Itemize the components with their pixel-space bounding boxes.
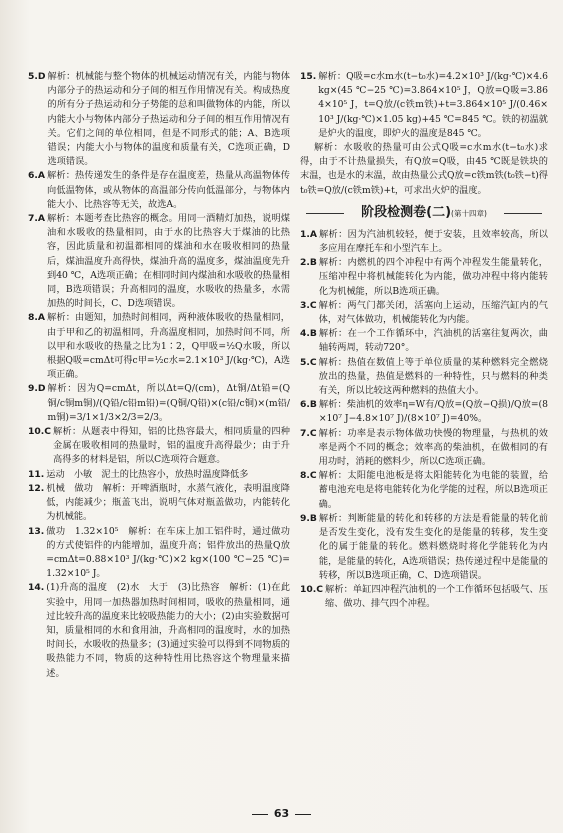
answer-6: 6.A 解析：热传递发生的条件是存在温度差，热量从高温物体传向低温物体，或从物体的高温部分传向低温部分，与物体内能大小、比热容等无关，故选A。 [28, 170, 290, 210]
stage-answer-5: 5.C 解析：热值在数值上等于单位质量的某种燃料完全燃烧放出的热量，热值是燃料的一种特性，只与燃料的种类有关，所以比较这两种燃料的热值大小。 [300, 356, 548, 397]
answer-7: 7.A 解析：本题考查比热容的概念。用同一酒精灯加热，说明煤油和水吸收的热量相同，由于水的比热容大于煤油的比热容，因此质量和初温都相同的煤油和水在吸收相同的热量后，煤油温度升高得快，煤油升高的温度多，煤油温度先升到40 ℃，A选项正确；在相同时间内煤油和水吸收的热量相同，B选项错误；升高相同的温度，水吸收的热量多，水需加热的时间长，C、D选项错误。 [28, 213, 290, 310]
answer-10: 10.C 解析：从题表中得知，铝的比热容最大，相同质量的四种金属在吸收相同的热量时，铝的温度升高得最少；由于升高得多的材料是铝，所以C选项符合题意。 [28, 426, 290, 466]
answer-12: 12. 机械 做功 解析：开啤酒瓶时，水蒸气液化，表明温度降低，内能减少；瓶盖飞出，说明气体对瓶盖做功，内能转化为机械能。 [28, 482, 290, 523]
stage-answer-8: 8.C 解析：太阳能电池板是将太阳能转化为电能的装置，给蓄电池充电是将电能转化为化学能的过程，所以B选项正确。 [300, 470, 548, 510]
page-number-dash-right [295, 814, 311, 815]
stage-answer-2: 2.B 解析：内燃机的四个冲程中有两个冲程发生能量转化，压缩冲程中将机械能转化为内能，做功冲程中将内能转化为机械能，所以B选项正确。 [300, 257, 548, 297]
right-column [300, 70, 548, 611]
stage-answer-10: 10.C 解析：单缸四冲程汽油机的一个工作循环包括吸气、压缩、做功、排气四个冲程。 [300, 583, 548, 610]
stage-answer-9: 9.B 解析：判断能量的转化和转移的方法是看能量的转化前是否发生变化，没有发生变化的是能量的转移，发生变化的属于能量的转化。燃料燃烧时将化学能转化为内能，是能量的转化，A选项错误；热传递过程中是能量的转移，所以B选项正确，C、D选项错误。 [300, 512, 548, 581]
answer-11: 11. 运动 小敏 泥土的比热容小，放热时温度降低多 [28, 468, 249, 480]
answer-13: 13. 做功 1.32×10⁵ 解析：在车床上加工铝件时，通过做功的方式使铝件的内能增加，温度升高；铝件放出的热量Q放=cmΔt=0.88×10³ J/(kg·℃)×2 kg×(100 ℃−25 ℃)=1.32×10⁵ J。 [28, 525, 290, 580]
stage-answer-1: 1.A 解析：因为汽油机较轻，便于安装，且效率较高，所以多应用在摩托车和小型汽车上。 [300, 228, 548, 255]
answer-15-analysis: 解析：水吸收的热量可由公式Q吸=c水m水(t−t₀水)求得，由于不计热量损失，有Q放=Q吸，由45 ℃既是铁块的末温，也是水的末温，故由热量公式Q放=c铁m铁(t₀铁−t)得t₀铁=Q放/(c铁m铁)+t，可求出火炉的温度。 [300, 142, 548, 196]
page-number-dash-left [252, 814, 268, 815]
stage-answer-4: 4.B 解析：在一个工作循环中，汽油机的活塞往复两次，曲轴转两周，转动720°。 [300, 328, 548, 354]
answer-5: 5.D 解析：机械能与整个物体的机械运动情况有关，内能与物体内部分子的热运动和分子间的相互作用情况有关。构成热度的所有分子热运动和分子势能的总和叫做物体的内能，所以内能大小与物体内部分子热运动和分子间的相互作用情况有关。它们之间的单位相同，但是不同形式的能；A、B选项错误；内能大小与物体的温度和质量有关，C选项正确，D选项错误。 [28, 71, 290, 168]
page-number: 63 [0, 807, 563, 820]
answer-15: 15. 解析：Q吸=c水m水(t−t₀水)=4.2×10³ J/(kg·℃)×4.6 kg×(45 ℃−25 ℃)=3.864×10⁵ J，Q放=Q吸=3.864×10⁵ J，t=Q放/(c铁m铁)+t=3.864×10⁵ J/(0.46×10³ J/(kg·℃)×1.05 kg)+45 ℃=845 ℃。铁的初温就是炉火的温度，即炉火的温度是845 ℃。 [300, 71, 548, 139]
answer-14: 14. (1)升高的温度 (2)水 大于 (3)比热容 解析：(1)在此实验中，用同一加热器加热时间相同，吸收的热量相同，通过比较升高的温度来比较吸热能力的大小；(2)由实验数据可知，质量相同的水和食用油，升高相同的温度时，水的加热时间长，水吸收的热量多；(3)通过实验可以得到不同物质的吸热能力不同，物质的这种特性用比热容这个物理量来描述。 [28, 582, 290, 679]
stage-answer-6: 6.B 解析：柴油机的效率η=W有/Q放=(Q放−Q损)/Q放=(8×10⁷ J−4.8×10⁷ J)/(8×10⁷ J)=40%。 [300, 399, 548, 425]
stage-answer-7: 7.C 解析：功率是表示物体做功快慢的物理量，与热机的效率是两个不同的概念；效率高的柴油机，在做相同的有用功时，消耗的燃料少，所以C选项正确。 [300, 427, 548, 468]
left-column [28, 70, 290, 681]
stage-answer-3: 3.C 解析：两气门都关闭，活塞向上运动，压缩汽缸内的气体，对气体做功，机械能转化为内能。 [300, 299, 548, 326]
answer-9: 9.D 解析：因为Q=cmΔt，所以Δt=Q/(cm)，Δt铜/Δt铅=(Q铜/c铜m铜)/(Q铅/c铅m铅)=(Q铜/Q铅)×(c铅/c铜)×(m铅/m铜)=3/1×1/3×2/3=2/3。 [28, 383, 290, 423]
answer-8: 8.A 解析：由题知，加热时间相同，两种液体吸收的热量相同，由于甲和乙的初温相同，升高温度相同，加热时间不同，所以甲和水吸收的热量之比为1∶2，Q甲吸=½Q水吸，所以根据Q吸=cmΔt可得c甲=½c水=2.1×10³ J/(kg·℃)，A选项正确。 [28, 312, 290, 381]
section-heading: 阶段检测卷(二)(第十四章) [300, 204, 548, 222]
